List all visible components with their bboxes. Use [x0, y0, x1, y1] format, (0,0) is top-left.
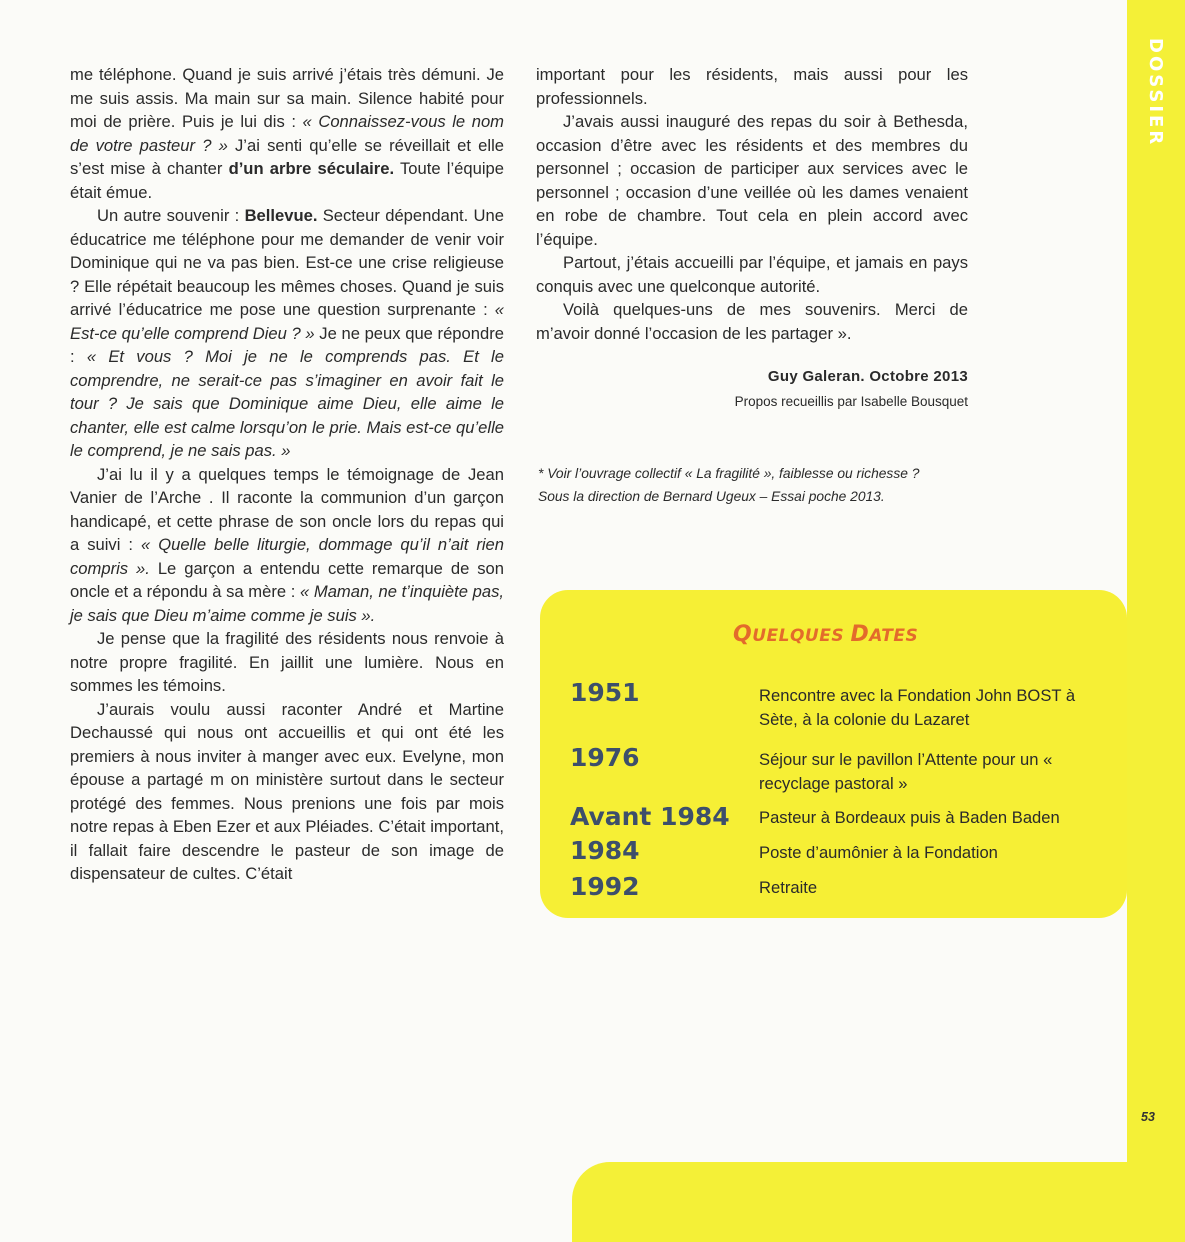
text-run: J’aurais voulu aussi raconter André et Martine Dechaussé qui nous ont accueillis et qui ont été les premiers à nous inviter à manger avec eux. Evelyne, mon épouse a partagé m on ministère surtout dans le secteur protégé des femmes. Nous prenions une fois par mois notre repas à Eben Ezer et aux Pléiades. C’était important, il fallait faire descendre le pasteur de son image de dispensateur de cultes. C’était	[70, 699, 504, 883]
text-run: Le garçon a entendu cette remarque de son oncle et a répondu à sa mère :	[70, 558, 504, 601]
italic-quote: « Connaissez-vous le nom de votre pasteur ? »	[70, 112, 504, 155]
italic-quote: « Quelle belle liturgie, dommage qu’il n’ait rien compris ».	[70, 535, 505, 578]
date-event: Pasteur à Bordeaux puis à Baden Baden	[759, 808, 1060, 827]
italic-quote: « Est-ce qu’elle comprend Dieu ? »	[70, 300, 504, 343]
text-run: J’ai senti qu’elle se réveillait et elle s’est mise à chanter	[70, 135, 504, 178]
date-event: Retraite	[759, 878, 818, 897]
footnote-line-1: * Voir l’ouvrage collectif « La fragilité », faiblesse ou richesse ?	[538, 466, 920, 481]
date-year: 1992	[570, 872, 640, 901]
text-run: Secteur dépendant. Une éducatrice me téléphone pour me demander de venir voir Dominique qui ne va pas bien. Est-ce une crise religieuse ? Elle répétait beaucoup les mêmes choses. Quand je suis arrivé l’éducatrice me pose une question surprenante :	[70, 206, 505, 319]
left-paragraph-3	[70, 463, 504, 628]
page-number: 53	[1141, 1110, 1155, 1124]
article-right-column	[536, 63, 968, 345]
bold-text: d’un arbre séculaire.	[228, 159, 395, 178]
author-signature: Guy Galeran. Octobre 2013	[767, 368, 968, 385]
text-run: Un autre souvenir :	[97, 206, 245, 225]
interview-credit: Propos recueillis par Isabelle Bousquet	[734, 394, 968, 409]
date-year: 1976	[570, 743, 640, 772]
bottom-color-band	[572, 1162, 1185, 1242]
text-run: Toute l’équipe était émue.	[70, 159, 504, 202]
right-paragraph-2	[536, 110, 968, 251]
title-rest-1: UELQUES	[752, 626, 851, 646]
right-paragraph-3	[536, 251, 968, 298]
title-initial-d: D	[850, 622, 870, 647]
text-run: Partout, j’étais accueilli par l’équipe, et jamais en pays conquis avec une quelconque autorité.	[536, 253, 968, 296]
title-initial-q: Q	[733, 622, 753, 647]
date-event: Rencontre avec la Fondation John BOST à Sète, à la colonie du Lazaret	[759, 686, 1076, 729]
italic-quote: « Et vous ? Moi je ne le comprends pas. Et le comprendre, ne serait-ce pas s’imaginer en avoir fait le tour ? Je sais que Dominique aime Dieu, elle aime le chanter, elle est calme lorsqu’on le prie. Mais est-ce qu’elle le comprend, je ne sais pas. »	[70, 347, 504, 460]
text-run: Je pense que la fragilité des résidents nous renvoie à notre propre fragilité. En jaillit une lumière. Nous en sommes les témoins.	[70, 629, 504, 695]
dates-box	[540, 590, 1127, 918]
italic-quote: « Maman, ne t’inquiète pas, je sais que Dieu m’aime comme je suis ».	[70, 582, 505, 625]
footnote	[538, 462, 978, 508]
date-year: 1951	[570, 678, 640, 707]
footnote-line-2: Sous la direction de Bernard Ugeux – Essai poche 2013.	[538, 489, 885, 504]
article-left-column	[70, 63, 504, 886]
title-rest-2: ATES	[869, 626, 919, 646]
side-color-strip	[1127, 0, 1185, 1200]
section-label: DOSSIER	[1145, 38, 1166, 148]
date-event: Séjour sur le pavillon l’Attente pour un « recyclage pastoral »	[759, 750, 1053, 793]
left-paragraph-1	[70, 63, 504, 204]
text-run: important pour les résidents, mais aussi pour les professionnels.	[536, 65, 968, 108]
text-run: me téléphone. Quand je suis arrivé j’étais très démuni. Je me suis assis. Ma main sur sa main. Silence habité pour moi de prière. Puis je lui dis :	[70, 65, 504, 131]
bold-text: Bellevue.	[244, 206, 318, 225]
date-event: Poste d’aumônier à la Fondation	[759, 843, 998, 862]
left-paragraph-5	[70, 698, 504, 886]
text-run: J’avais aussi inauguré des repas du soir à Bethesda, occasion d’être avec les résidents et des membres du personnel ; occasion de participer aux services avec le personnel ; occasion d’une veillée où les dames venaient en robe de chambre. Tout cela en plein accord avec l’équipe.	[536, 112, 968, 249]
dates-box-title	[733, 622, 918, 647]
text-run: Voilà quelques-uns de mes souvenirs. Merci de m’avoir donné l’occasion de les partager ».	[536, 300, 968, 343]
date-year: Avant 1984	[570, 802, 730, 831]
left-paragraph-4	[70, 627, 504, 698]
right-paragraph-4	[536, 298, 968, 345]
left-paragraph-2	[70, 204, 504, 463]
date-year: 1984	[570, 836, 640, 865]
text-run: J’ai lu il y a quelques temps le témoignage de Jean Vanier de l’Arche . Il raconte la communion d’un garçon handicapé, et cette phrase de son oncle lors du repas qui a suivi :	[70, 464, 504, 554]
text-run: Je ne peux que répondre :	[70, 323, 504, 366]
right-paragraph-1	[536, 63, 968, 110]
